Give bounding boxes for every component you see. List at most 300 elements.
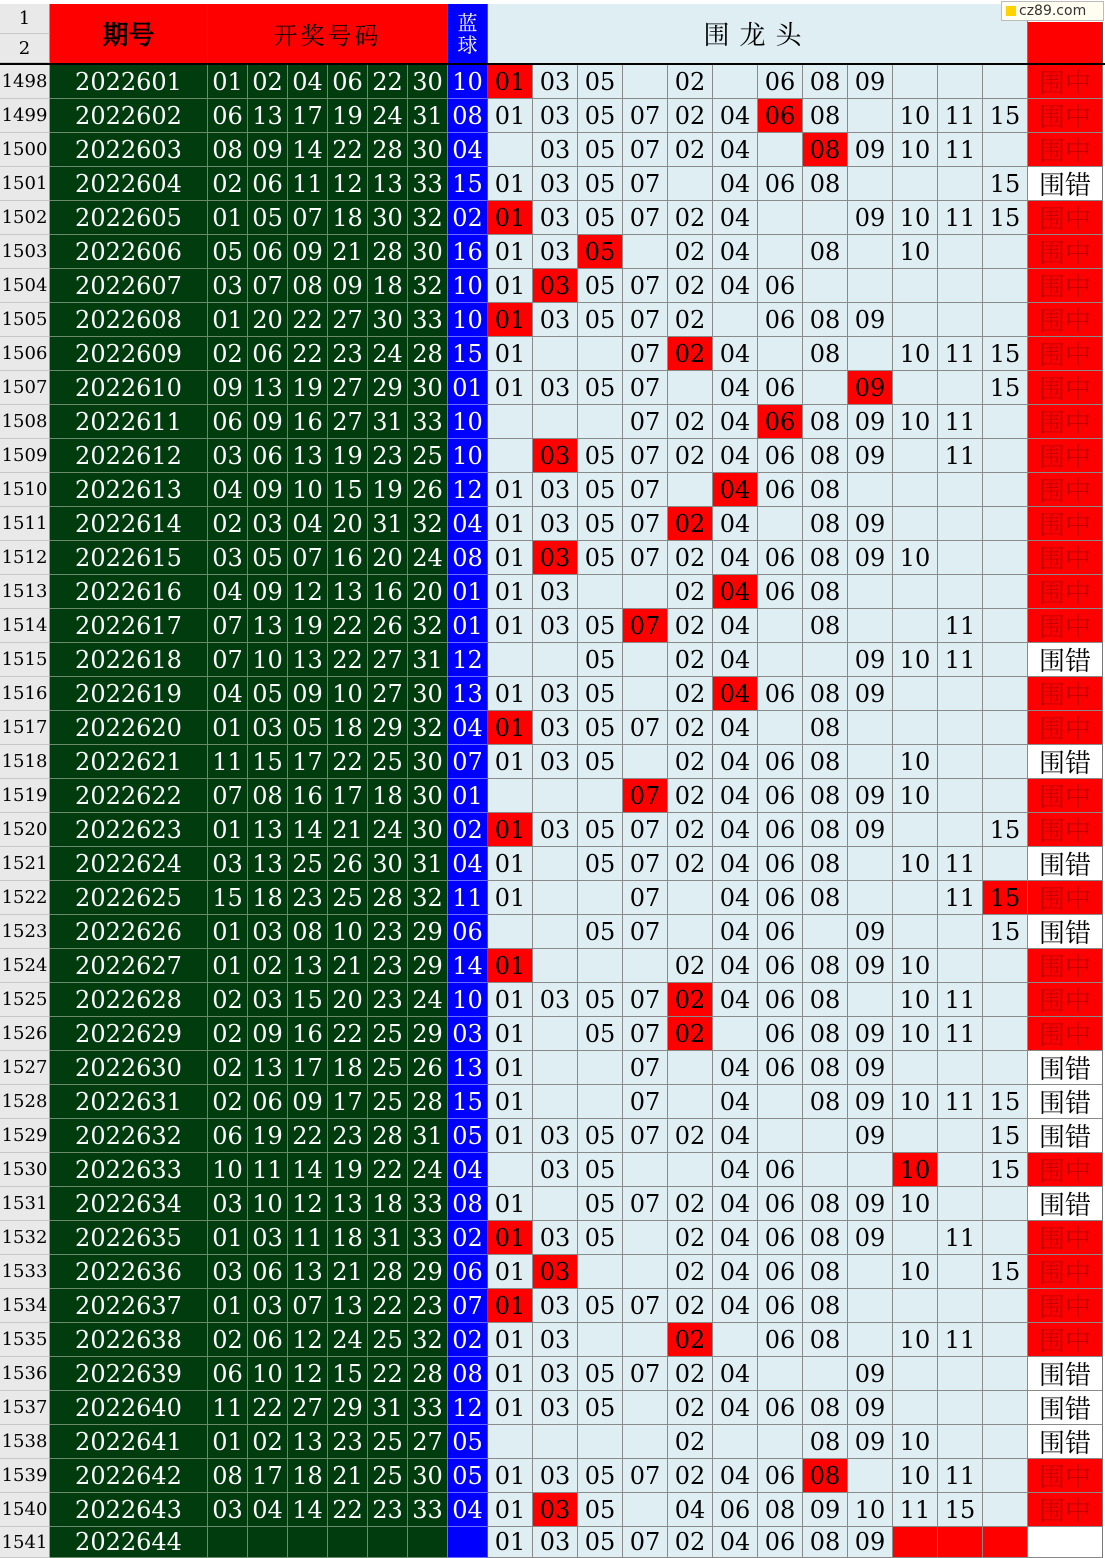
dragon-cell[interactable] <box>893 711 938 745</box>
dragon-cell[interactable]: 06 <box>758 1459 803 1493</box>
issue-cell[interactable]: 2022618 <box>50 643 208 677</box>
dragon-cell[interactable]: 08 <box>803 847 848 881</box>
red-ball-cell[interactable] <box>328 1527 368 1558</box>
dragon-cell[interactable] <box>938 1153 983 1187</box>
dragon-cell[interactable]: 04 <box>713 1289 758 1323</box>
dragon-cell[interactable] <box>848 167 893 201</box>
red-ball-cell[interactable]: 18 <box>328 1051 368 1085</box>
result-cell[interactable]: 围错 <box>1028 1357 1103 1391</box>
dragon-cell[interactable]: 11 <box>893 1493 938 1527</box>
red-ball-cell[interactable]: 23 <box>328 1425 368 1459</box>
dragon-cell[interactable] <box>758 1425 803 1459</box>
blue-ball-cell[interactable]: 01 <box>448 371 488 405</box>
red-ball-cell[interactable] <box>248 1527 288 1558</box>
result-cell[interactable]: 围错 <box>1028 1085 1103 1119</box>
dragon-cell[interactable] <box>983 1187 1028 1221</box>
blue-ball-cell[interactable]: 04 <box>448 133 488 167</box>
dragon-cell[interactable] <box>983 1527 1028 1558</box>
dragon-cell[interactable] <box>623 643 668 677</box>
dragon-cell[interactable]: 09 <box>848 439 893 473</box>
dragon-cell[interactable]: 04 <box>713 371 758 405</box>
dragon-cell[interactable] <box>938 915 983 949</box>
dragon-cell[interactable]: 01 <box>488 167 533 201</box>
issue-cell[interactable]: 2022635 <box>50 1221 208 1255</box>
dragon-cell[interactable] <box>848 983 893 1017</box>
dragon-cell[interactable]: 11 <box>938 643 983 677</box>
dragon-cell[interactable]: 03 <box>533 201 578 235</box>
red-ball-cell[interactable]: 13 <box>288 1255 328 1289</box>
red-ball-cell[interactable]: 25 <box>328 881 368 915</box>
dragon-cell[interactable]: 10 <box>893 1459 938 1493</box>
red-ball-cell[interactable]: 05 <box>288 711 328 745</box>
dragon-hit-cell[interactable]: 04 <box>713 677 758 711</box>
dragon-cell[interactable]: 05 <box>578 371 623 405</box>
red-ball-cell[interactable]: 10 <box>328 677 368 711</box>
dragon-cell[interactable]: 01 <box>488 1255 533 1289</box>
dragon-hit-cell[interactable]: 07 <box>623 609 668 643</box>
dragon-cell[interactable] <box>668 881 713 915</box>
dragon-cell[interactable]: 06 <box>758 1221 803 1255</box>
result-cell[interactable]: 围中 <box>1028 235 1103 269</box>
dragon-cell[interactable] <box>983 1391 1028 1425</box>
dragon-cell[interactable] <box>983 303 1028 337</box>
dragon-cell[interactable]: 03 <box>533 1323 578 1357</box>
dragon-cell[interactable]: 05 <box>578 133 623 167</box>
dragon-cell[interactable] <box>533 847 578 881</box>
red-ball-cell[interactable]: 29 <box>408 1017 448 1051</box>
red-ball-cell[interactable]: 22 <box>368 1357 408 1391</box>
dragon-cell[interactable]: 10 <box>893 133 938 167</box>
row-number[interactable]: 1514 <box>0 609 50 643</box>
issue-cell[interactable]: 2022628 <box>50 983 208 1017</box>
dragon-cell[interactable]: 02 <box>668 677 713 711</box>
dragon-cell[interactable] <box>758 201 803 235</box>
result-cell[interactable]: 围中 <box>1028 1289 1103 1323</box>
dragon-cell[interactable]: 05 <box>578 677 623 711</box>
issue-cell[interactable]: 2022632 <box>50 1119 208 1153</box>
dragon-cell[interactable]: 07 <box>623 133 668 167</box>
red-ball-cell[interactable]: 14 <box>288 133 328 167</box>
red-ball-cell[interactable]: 17 <box>328 779 368 813</box>
dragon-cell[interactable] <box>938 1051 983 1085</box>
red-ball-cell[interactable]: 06 <box>208 1357 248 1391</box>
blue-ball-cell[interactable]: 01 <box>448 609 488 643</box>
dragon-cell[interactable]: 05 <box>578 65 623 99</box>
dragon-cell[interactable] <box>983 1323 1028 1357</box>
dragon-cell[interactable] <box>578 337 623 371</box>
dragon-cell[interactable]: 09 <box>848 541 893 575</box>
dragon-cell[interactable]: 03 <box>533 609 578 643</box>
winning-numbers-header[interactable]: 开奖号码 <box>208 4 448 63</box>
dragon-cell[interactable]: 08 <box>803 507 848 541</box>
dragon-cell[interactable] <box>758 1357 803 1391</box>
dragon-cell[interactable]: 01 <box>488 1459 533 1493</box>
red-ball-cell[interactable]: 23 <box>408 1289 448 1323</box>
dragon-cell[interactable] <box>983 983 1028 1017</box>
red-ball-cell[interactable]: 13 <box>288 1425 328 1459</box>
dragon-cell[interactable] <box>848 1323 893 1357</box>
dragon-cell[interactable]: 07 <box>623 405 668 439</box>
issue-cell[interactable]: 2022630 <box>50 1051 208 1085</box>
dragon-cell[interactable]: 04 <box>713 235 758 269</box>
issue-cell[interactable]: 2022634 <box>50 1187 208 1221</box>
dragon-cell[interactable]: 04 <box>713 779 758 813</box>
dragon-cell[interactable] <box>623 1425 668 1459</box>
red-ball-cell[interactable]: 17 <box>288 745 328 779</box>
red-ball-cell[interactable]: 31 <box>408 847 448 881</box>
dragon-cell[interactable] <box>488 405 533 439</box>
result-cell[interactable]: 围中 <box>1028 881 1103 915</box>
dragon-cell[interactable] <box>488 915 533 949</box>
row-number[interactable]: 1529 <box>0 1119 50 1153</box>
blue-ball-cell[interactable]: 02 <box>448 813 488 847</box>
dragon-cell[interactable]: 05 <box>578 1119 623 1153</box>
dragon-cell[interactable]: 07 <box>623 1187 668 1221</box>
red-ball-cell[interactable]: 28 <box>368 133 408 167</box>
dragon-cell[interactable]: 11 <box>938 405 983 439</box>
red-ball-cell[interactable]: 24 <box>368 337 408 371</box>
dragon-cell[interactable] <box>938 1289 983 1323</box>
dragon-cell[interactable]: 01 <box>488 575 533 609</box>
dragon-cell[interactable]: 09 <box>848 1357 893 1391</box>
dragon-cell[interactable]: 03 <box>533 1391 578 1425</box>
dragon-cell[interactable] <box>758 235 803 269</box>
dragon-cell[interactable] <box>983 1357 1028 1391</box>
red-ball-cell[interactable]: 30 <box>408 65 448 99</box>
red-ball-cell[interactable]: 06 <box>248 235 288 269</box>
dragon-cell[interactable]: 05 <box>578 1289 623 1323</box>
dragon-cell[interactable]: 07 <box>623 711 668 745</box>
dragon-cell[interactable]: 08 <box>803 541 848 575</box>
dragon-cell[interactable]: 06 <box>758 881 803 915</box>
result-cell[interactable]: 围错 <box>1028 1391 1103 1425</box>
dragon-cell[interactable]: 06 <box>758 915 803 949</box>
dragon-cell[interactable] <box>713 1323 758 1357</box>
red-ball-cell[interactable]: 13 <box>248 99 288 133</box>
dragon-hit-cell[interactable]: 08 <box>803 1459 848 1493</box>
dragon-cell[interactable]: 08 <box>803 609 848 643</box>
dragon-cell[interactable]: 15 <box>983 1255 1028 1289</box>
dragon-cell[interactable]: 09 <box>848 1187 893 1221</box>
issue-cell[interactable]: 2022603 <box>50 133 208 167</box>
dragon-cell[interactable] <box>803 201 848 235</box>
dragon-cell[interactable]: 05 <box>578 439 623 473</box>
result-cell[interactable]: 围中 <box>1028 337 1103 371</box>
dragon-cell[interactable] <box>983 269 1028 303</box>
dragon-cell[interactable]: 05 <box>578 1493 623 1527</box>
dragon-cell[interactable]: 10 <box>893 405 938 439</box>
dragon-cell[interactable] <box>983 575 1028 609</box>
red-ball-cell[interactable]: 32 <box>408 609 448 643</box>
result-cell[interactable]: 围中 <box>1028 677 1103 711</box>
row-number[interactable]: 1534 <box>0 1289 50 1323</box>
red-ball-cell[interactable]: 06 <box>248 167 288 201</box>
red-ball-cell[interactable]: 32 <box>408 711 448 745</box>
red-ball-cell[interactable]: 01 <box>208 201 248 235</box>
red-ball-cell[interactable]: 22 <box>328 609 368 643</box>
dragon-cell[interactable] <box>848 99 893 133</box>
red-ball-cell[interactable]: 33 <box>408 1221 448 1255</box>
blue-ball-cell[interactable]: 05 <box>448 1459 488 1493</box>
red-ball-cell[interactable]: 02 <box>208 507 248 541</box>
red-ball-cell[interactable]: 13 <box>248 371 288 405</box>
red-ball-cell[interactable]: 22 <box>328 1017 368 1051</box>
dragon-cell[interactable] <box>938 779 983 813</box>
red-ball-cell[interactable]: 01 <box>208 711 248 745</box>
blue-ball-cell[interactable]: 12 <box>448 643 488 677</box>
red-ball-cell[interactable]: 31 <box>368 1391 408 1425</box>
dragon-cell[interactable]: 11 <box>938 1221 983 1255</box>
red-ball-cell[interactable]: 04 <box>288 65 328 99</box>
issue-cell[interactable]: 2022633 <box>50 1153 208 1187</box>
dragon-cell[interactable]: 06 <box>758 167 803 201</box>
dragon-cell[interactable]: 03 <box>533 303 578 337</box>
red-ball-cell[interactable]: 03 <box>248 1289 288 1323</box>
dragon-cell[interactable]: 04 <box>713 201 758 235</box>
dragon-cell[interactable] <box>668 1085 713 1119</box>
dragon-cell[interactable] <box>983 1459 1028 1493</box>
red-ball-cell[interactable]: 32 <box>408 881 448 915</box>
dragon-cell[interactable]: 07 <box>623 1051 668 1085</box>
dragon-cell[interactable]: 02 <box>668 813 713 847</box>
red-ball-cell[interactable]: 30 <box>408 235 448 269</box>
dragon-cell[interactable] <box>848 1289 893 1323</box>
red-ball-cell[interactable]: 24 <box>368 813 408 847</box>
dragon-cell[interactable]: 01 <box>488 235 533 269</box>
red-ball-cell[interactable]: 23 <box>328 1119 368 1153</box>
dragon-cell[interactable]: 04 <box>713 1391 758 1425</box>
dragon-cell[interactable]: 08 <box>803 1527 848 1558</box>
dragon-cell[interactable]: 07 <box>623 473 668 507</box>
dragon-cell[interactable] <box>578 949 623 983</box>
row-number[interactable]: 1504 <box>0 269 50 303</box>
blue-ball-cell[interactable]: 03 <box>448 1017 488 1051</box>
issue-cell[interactable]: 2022612 <box>50 439 208 473</box>
result-cell[interactable]: 围中 <box>1028 779 1103 813</box>
row-number[interactable]: 1525 <box>0 983 50 1017</box>
dragon-cell[interactable]: 09 <box>848 201 893 235</box>
red-ball-cell[interactable]: 22 <box>288 337 328 371</box>
red-ball-cell[interactable]: 06 <box>248 337 288 371</box>
dragon-cell[interactable] <box>848 711 893 745</box>
dragon-cell[interactable]: 10 <box>893 949 938 983</box>
red-ball-cell[interactable]: 05 <box>248 201 288 235</box>
dragon-cell[interactable]: 04 <box>713 1085 758 1119</box>
row-number[interactable]: 1517 <box>0 711 50 745</box>
dragon-cell[interactable]: 02 <box>668 1357 713 1391</box>
red-ball-cell[interactable]: 05 <box>208 235 248 269</box>
dragon-cell[interactable] <box>758 643 803 677</box>
dragon-cell[interactable] <box>803 1357 848 1391</box>
dragon-cell[interactable]: 04 <box>713 711 758 745</box>
dragon-cell[interactable]: 04 <box>713 881 758 915</box>
red-ball-cell[interactable]: 29 <box>368 711 408 745</box>
dragon-cell[interactable] <box>758 1119 803 1153</box>
dragon-cell[interactable]: 15 <box>983 1119 1028 1153</box>
dragon-cell[interactable] <box>938 575 983 609</box>
dragon-hit-cell[interactable]: 05 <box>578 235 623 269</box>
dragon-cell[interactable]: 03 <box>533 133 578 167</box>
dragon-cell[interactable]: 07 <box>623 1459 668 1493</box>
dragon-cell[interactable]: 02 <box>668 405 713 439</box>
dragon-cell[interactable] <box>983 711 1028 745</box>
dragon-cell[interactable] <box>938 1425 983 1459</box>
red-ball-cell[interactable]: 33 <box>408 167 448 201</box>
dragon-cell[interactable] <box>623 1255 668 1289</box>
dragon-cell[interactable] <box>983 439 1028 473</box>
red-ball-cell[interactable]: 24 <box>408 541 448 575</box>
dragon-cell[interactable]: 01 <box>488 609 533 643</box>
red-ball-cell[interactable]: 06 <box>248 1255 288 1289</box>
dragon-cell[interactable]: 06 <box>758 779 803 813</box>
red-ball-cell[interactable]: 29 <box>328 1391 368 1425</box>
red-ball-cell[interactable]: 31 <box>408 99 448 133</box>
dragon-cell[interactable]: 04 <box>713 949 758 983</box>
row-number[interactable]: 1511 <box>0 507 50 541</box>
red-ball-cell[interactable]: 25 <box>368 1017 408 1051</box>
dragon-cell[interactable]: 09 <box>803 1493 848 1527</box>
dragon-cell[interactable]: 08 <box>803 1085 848 1119</box>
dragon-cell[interactable]: 10 <box>893 1425 938 1459</box>
red-ball-cell[interactable]: 08 <box>288 915 328 949</box>
issue-cell[interactable]: 2022631 <box>50 1085 208 1119</box>
blue-ball-cell[interactable]: 06 <box>448 915 488 949</box>
dragon-cell[interactable] <box>983 1425 1028 1459</box>
dragon-header[interactable]: 围龙头 <box>488 4 1028 63</box>
dragon-cell[interactable]: 02 <box>668 711 713 745</box>
result-cell[interactable]: 围中 <box>1028 303 1103 337</box>
dragon-cell[interactable] <box>938 371 983 405</box>
dragon-cell[interactable] <box>533 337 578 371</box>
dragon-cell[interactable]: 07 <box>623 167 668 201</box>
dragon-cell[interactable] <box>488 439 533 473</box>
dragon-cell[interactable]: 01 <box>488 507 533 541</box>
dragon-cell[interactable]: 08 <box>803 235 848 269</box>
issue-cell[interactable]: 2022623 <box>50 813 208 847</box>
red-ball-cell[interactable]: 25 <box>368 1323 408 1357</box>
dragon-cell[interactable]: 09 <box>848 1221 893 1255</box>
dragon-cell[interactable] <box>533 881 578 915</box>
dragon-cell[interactable]: 03 <box>533 575 578 609</box>
issue-cell[interactable]: 2022606 <box>50 235 208 269</box>
dragon-cell[interactable] <box>578 1085 623 1119</box>
dragon-cell[interactable]: 04 <box>713 1459 758 1493</box>
dragon-cell[interactable]: 08 <box>803 1017 848 1051</box>
issue-cell[interactable]: 2022642 <box>50 1459 208 1493</box>
dragon-hit-cell[interactable]: 01 <box>488 1289 533 1323</box>
dragon-cell[interactable]: 08 <box>803 167 848 201</box>
red-ball-cell[interactable]: 33 <box>408 1391 448 1425</box>
dragon-hit-cell[interactable]: 02 <box>668 983 713 1017</box>
dragon-cell[interactable] <box>533 949 578 983</box>
dragon-hit-cell[interactable]: 04 <box>713 575 758 609</box>
dragon-cell[interactable] <box>578 1051 623 1085</box>
dragon-hit-cell[interactable]: 03 <box>533 541 578 575</box>
issue-cell[interactable]: 2022637 <box>50 1289 208 1323</box>
dragon-cell[interactable] <box>533 779 578 813</box>
red-ball-cell[interactable]: 08 <box>288 269 328 303</box>
dragon-cell[interactable]: 08 <box>803 1051 848 1085</box>
dragon-cell[interactable]: 11 <box>938 1459 983 1493</box>
dragon-hit-cell[interactable]: 08 <box>803 133 848 167</box>
dragon-cell[interactable]: 08 <box>758 1493 803 1527</box>
dragon-cell[interactable]: 09 <box>848 643 893 677</box>
dragon-hit-cell[interactable]: 03 <box>533 439 578 473</box>
dragon-cell[interactable]: 07 <box>623 507 668 541</box>
dragon-cell[interactable]: 09 <box>848 1017 893 1051</box>
dragon-cell[interactable] <box>758 507 803 541</box>
dragon-cell[interactable] <box>848 473 893 507</box>
result-cell[interactable]: 围错 <box>1028 847 1103 881</box>
dragon-cell[interactable]: 15 <box>983 1153 1028 1187</box>
dragon-cell[interactable]: 03 <box>533 1221 578 1255</box>
red-ball-cell[interactable]: 25 <box>368 1425 408 1459</box>
dragon-cell[interactable]: 01 <box>488 1323 533 1357</box>
red-ball-cell[interactable]: 24 <box>368 99 408 133</box>
dragon-cell[interactable] <box>983 609 1028 643</box>
dragon-cell[interactable]: 05 <box>578 99 623 133</box>
dragon-cell[interactable] <box>848 745 893 779</box>
red-ball-cell[interactable]: 13 <box>328 575 368 609</box>
dragon-cell[interactable]: 04 <box>713 609 758 643</box>
dragon-hit-cell[interactable]: 03 <box>533 1493 578 1527</box>
dragon-cell[interactable]: 11 <box>938 337 983 371</box>
red-ball-cell[interactable] <box>208 1527 248 1558</box>
dragon-hit-cell[interactable]: 01 <box>488 813 533 847</box>
red-ball-cell[interactable]: 20 <box>328 983 368 1017</box>
dragon-cell[interactable]: 11 <box>938 133 983 167</box>
red-ball-cell[interactable]: 32 <box>408 269 448 303</box>
red-ball-cell[interactable]: 20 <box>368 541 408 575</box>
dragon-cell[interactable]: 11 <box>938 983 983 1017</box>
red-ball-cell[interactable]: 10 <box>328 915 368 949</box>
red-ball-cell[interactable]: 30 <box>408 779 448 813</box>
row-number[interactable]: 1527 <box>0 1051 50 1085</box>
result-cell[interactable]: 围错 <box>1028 643 1103 677</box>
red-ball-cell[interactable]: 01 <box>208 1221 248 1255</box>
dragon-cell[interactable]: 15 <box>983 99 1028 133</box>
dragon-cell[interactable] <box>938 813 983 847</box>
dragon-cell[interactable] <box>713 65 758 99</box>
blue-ball-cell[interactable]: 12 <box>448 1391 488 1425</box>
red-ball-cell[interactable]: 07 <box>208 779 248 813</box>
dragon-cell[interactable] <box>893 303 938 337</box>
dragon-cell[interactable] <box>848 847 893 881</box>
dragon-cell[interactable] <box>893 813 938 847</box>
dragon-cell[interactable]: 09 <box>848 65 893 99</box>
dragon-cell[interactable]: 04 <box>713 541 758 575</box>
red-ball-cell[interactable]: 06 <box>328 65 368 99</box>
red-ball-cell[interactable]: 25 <box>288 847 328 881</box>
red-ball-cell[interactable]: 18 <box>248 881 288 915</box>
red-ball-cell[interactable]: 11 <box>208 1391 248 1425</box>
blue-ball-cell[interactable]: 05 <box>448 1425 488 1459</box>
issue-cell[interactable]: 2022644 <box>50 1527 208 1558</box>
red-ball-cell[interactable]: 18 <box>368 269 408 303</box>
dragon-cell[interactable]: 11 <box>938 609 983 643</box>
dragon-cell[interactable]: 04 <box>713 1357 758 1391</box>
dragon-cell[interactable]: 11 <box>938 99 983 133</box>
dragon-cell[interactable] <box>893 677 938 711</box>
red-ball-cell[interactable]: 01 <box>208 1425 248 1459</box>
red-ball-cell[interactable]: 06 <box>248 1323 288 1357</box>
red-ball-cell[interactable]: 21 <box>328 235 368 269</box>
red-ball-cell[interactable] <box>368 1527 408 1558</box>
dragon-cell[interactable]: 15 <box>983 1085 1028 1119</box>
red-ball-cell[interactable]: 16 <box>288 1017 328 1051</box>
dragon-cell[interactable]: 02 <box>668 745 713 779</box>
dragon-cell[interactable]: 06 <box>758 269 803 303</box>
